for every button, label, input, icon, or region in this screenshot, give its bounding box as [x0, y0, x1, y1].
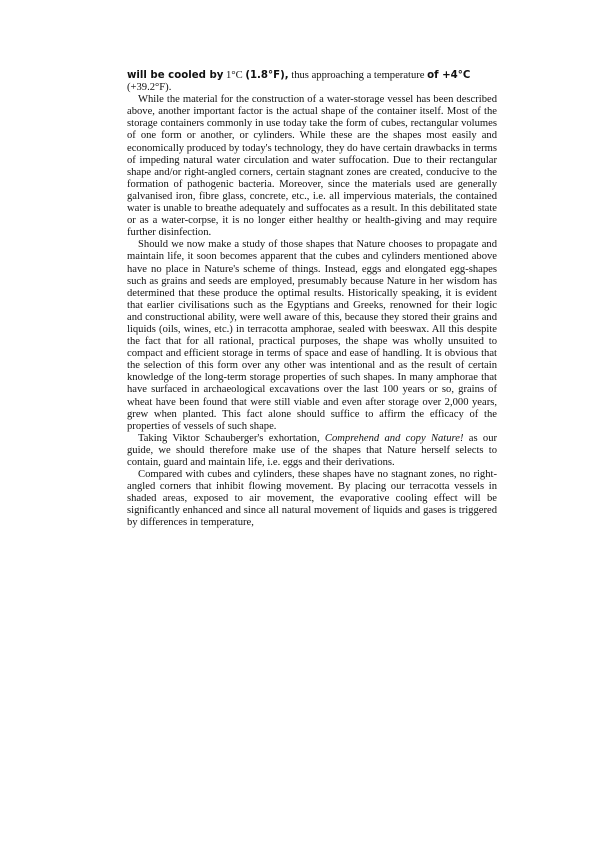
quote-text: Comprehend and copy Nature!	[324, 432, 464, 444]
lead-bold-3: of +4°C	[427, 70, 471, 81]
lead-line	[127, 70, 497, 82]
lead-text-1: 1°C	[223, 70, 246, 81]
paragraph-schauberger	[127, 433, 497, 469]
paragraph-comparison: Compared with cubes and cylinders, these shapes have no stagnant zones, no right-angled corners that inhibit flowing movement. By placing our terracotta vessels in shaded areas, exposed to air movement, the evaporative cooling effect will be significantly enhanced and since all natural movement of liquids and gases is triggered by differences in temperature,	[127, 469, 497, 529]
lead-continuation: (+39.2°F).	[127, 82, 172, 94]
quote-after: as our guide, we should therefore make use of the shapes that Nature herself selects to contain, guard and maintain life, i.e. eggs and their derivations.	[127, 432, 498, 468]
quote-before: Taking Viktor Schauberger's exhortation,	[138, 432, 325, 444]
paragraph-container-shape: While the material for the construction of a water-storage vessel has been described above, another important factor is the actual shape of the container itself. Most of the storage containers commonly in use today take the form of cubes, rectangular volumes of one form or another, or cylinders. While these are the shapes most easily and economically produced by today's technology, they do have certain drawbacks in terms of impeding natural water circulation and water suffocation. Due to their rectangular shape and/or right-angled corners, certain stagnant zones are created, conducive to the formation of pathogenic bacteria. Moreover, since the materials used are generally galvanised iron, fibre glass, concrete, etc., i.e. all impervious materials, the contained water is unable to breathe adequately and suffocates as a result. In this debilitated state or as a water-corpse, it is no longer either healthy or health-giving and may require further disinfection.	[127, 94, 497, 239]
paragraph-nature-shapes: Should we now make a study of those shapes that Nature chooses to propagate and maintain life, it soon becomes apparent that the cubes and cylinders mentioned above have no place in Nature's scheme of things. Instead, eggs and elongated egg-shapes such as grains and seeds are employed, presumably because Nature in her wisdom has determined that these produce the optimal results. Historically speaking, it is evident that earlier civilisations such as the Egyptians and Greeks, renowned for their logic and constructional ability, were well aware of this, because they stored their grains and liquids (oils, wines, etc.) in terracotta amphorae, sealed with beeswax. All this despite the fact that for all rational, practical purposes, the shape was wholly unsuited to compact and efficient storage in terms of space and ease of handling. It is obvious that the selection of this form over any other was intentional and as the result of certain knowledge of the long-term storage properties of such shapes. In many amphorae that have surfaced in archaeological excavations over the last 100 years or so, grains of wheat have been found that were still viable and even after storage over 2,000 years, grew when planted. This fact alone should suffice to affirm the efficacy of the properties of vessels of such shape.	[127, 239, 497, 432]
lead-bold-2: (1.8°F),	[245, 70, 289, 81]
document-page	[127, 70, 497, 530]
lead-text-2: thus approaching a temperature	[288, 70, 428, 81]
lead-bold-1: will be cooled by	[127, 70, 224, 81]
